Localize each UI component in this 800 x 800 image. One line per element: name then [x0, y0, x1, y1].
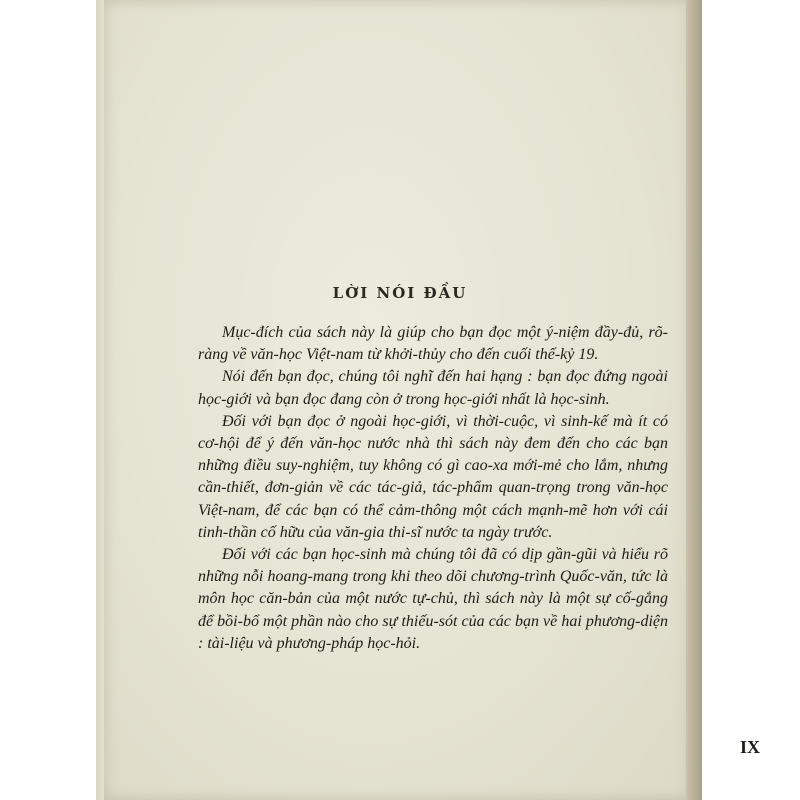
- page-number: IX: [740, 737, 761, 757]
- paragraph-2: Nói đến bạn đọc, chúng tôi nghĩ đến hai hạng : bạn đọc đứng ngoài học-giới và bạn đọc đang còn ở trong học-giới nhất là học-sinh.: [198, 368, 668, 408]
- book-page: [104, 0, 761, 800]
- page-heading: LỜI NÓI ĐẦU: [332, 284, 468, 302]
- paragraph-4: Đối với các bạn học-sinh mà chúng tôi đã có dịp gần-gũi và hiểu rõ những nỗi hoang-mang trong khi theo dõi chương-trình Quốc-văn, tức là môn học căn-bản của một nước tự-chủ, thì sách này là một sự cố-gắng để bồi-bổ một phần nào cho sự thiếu-sót của các bạn về hai phương-diện : tài-liệu và phương-pháp học-hỏi.: [198, 546, 668, 652]
- paragraph-3: Đối với bạn đọc ở ngoài học-giới, vì thời-cuộc, vì sinh-kế mà ít có cơ-hội để ý đến văn-học nước nhà thì sách này đem đến cho các bạn những điều suy-nghiệm, tuy không có gì cao-xa mới-mẻ cho lắm, nhưng cần-thiết, đơn-giản về các tác-giả, tác-phẩm quan-trọng trong văn-học Việt-nam, để các bạn có thể cảm-thông một cách mạnh-mẽ hơn với cái tinh-thần cố hữu của văn-gia thi-sĩ nước ta ngày trước.: [198, 412, 668, 541]
- body-text: [198, 322, 668, 655]
- paragraph-1: Mục-đích của sách này là giúp cho bạn đọc một ý-niệm đầy-đủ, rõ-ràng về văn-học Việt-nam từ khởi-thủy cho đến cuối thế-kỷ 19.: [198, 324, 668, 364]
- book-spine-shadow: [686, 0, 702, 800]
